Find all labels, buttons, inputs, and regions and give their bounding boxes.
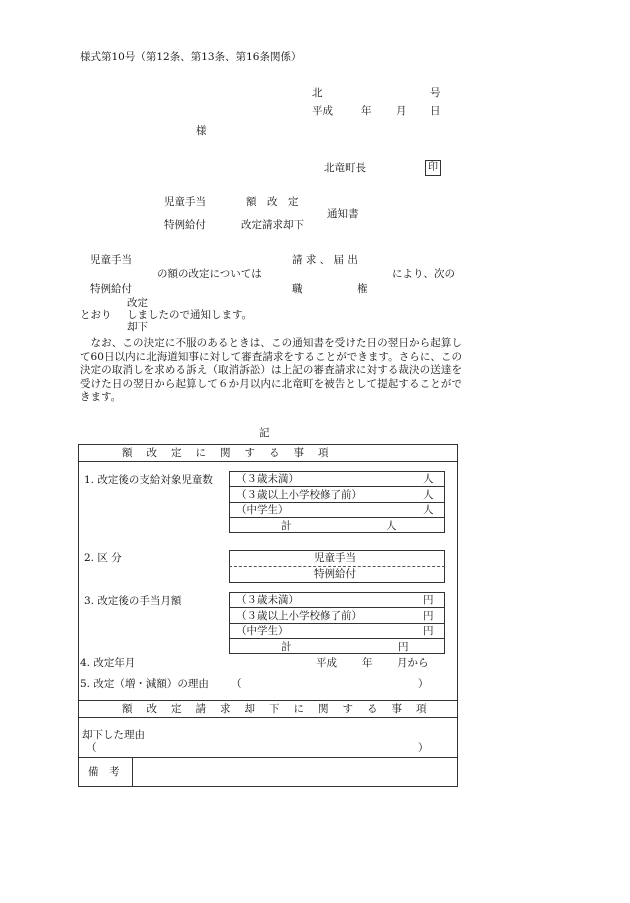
reject-reason-close: ） <box>418 742 429 754</box>
children-3-primary-unit: 人 <box>423 489 434 501</box>
title-amount-revision: 額 改 定 <box>246 196 299 208</box>
remarks-label: 備 考 <box>88 766 120 778</box>
item4-label: 4. 改定年月 <box>80 657 136 669</box>
children-total-label: 計 <box>281 520 292 532</box>
section2-heading: 額改定請求却下に関する事項 <box>122 703 441 715</box>
children-total-unit: 人 <box>386 520 397 532</box>
reject-reason-open: （ <box>86 742 97 754</box>
children-3-primary-label: （３歳以上小学校修了前） <box>236 489 362 501</box>
body-special-benefit: 特例給付 <box>90 283 132 295</box>
body-rejection: 却下 <box>127 321 148 333</box>
item5-close-paren: ） <box>418 678 429 690</box>
amount-total-unit: 円 <box>398 641 409 653</box>
title-suffix: 通知書 <box>327 208 359 220</box>
section1-divider <box>78 461 458 462</box>
item3-label: 3. 改定後の手当月額 <box>84 595 182 607</box>
children-middle-label: （中学生） <box>236 504 289 516</box>
remarks-separator <box>132 757 133 787</box>
title-revision-rejection: 改定請求却下 <box>241 219 304 231</box>
date-year-unit: 年 <box>361 105 372 117</box>
issuer: 北竜町長 <box>324 162 366 174</box>
children-under3-unit: 人 <box>423 473 434 485</box>
body-child-allowance: 児童手当 <box>90 254 132 266</box>
category-child-allowance: 児童手当 <box>314 552 356 564</box>
body-request-notification: 請 求 、 届 出 <box>292 254 358 266</box>
item2-label: 2. 区 分 <box>84 552 122 564</box>
body-following: により、次の <box>392 268 455 280</box>
appeal-notice: なお、この決定に不服のあるときは、この通知書を受けた日の翌日から起算して60日以内に北海道知事に対して審査請求をすることができます。さらに、この決定の取消しを求める訴え（取消訴訟）は上記の審査請求に対する裁決の送達を受けた日の翌日から起算して６か月以内に北竜町を被告として提起することができます。 <box>80 337 462 404</box>
item1-label: 1. 改定後の支給対象児童数 <box>84 474 213 486</box>
seal-mark: 印 <box>425 160 441 176</box>
body-ex-officio-1: 職 <box>292 283 303 295</box>
amount-under3-unit: 円 <box>423 594 434 606</box>
body-ex-officio-2: 権 <box>357 283 368 295</box>
title-child-allowance: 児童手当 <box>164 196 206 208</box>
category-special-benefit: 特例給付 <box>314 568 356 580</box>
date-era: 平成 <box>312 105 333 117</box>
section2-divider <box>78 717 458 718</box>
amount-middle-unit: 円 <box>423 625 434 637</box>
children-under3-label: （３歳未満） <box>236 473 299 485</box>
amount-3-primary-unit: 円 <box>423 610 434 622</box>
section2-top-divider <box>78 700 458 701</box>
body-revision-of-amount: の額の改定については <box>157 268 262 280</box>
item5-label: 5. 改定（増・減額）の理由 <box>80 678 209 690</box>
amount-total-label: 計 <box>281 641 292 653</box>
item5-open-paren: （ <box>231 678 242 690</box>
doc-no-prefix: 北 <box>312 87 323 99</box>
children-middle-unit: 人 <box>423 504 434 516</box>
amount-middle-label: （中学生） <box>236 625 289 637</box>
amount-under3-label: （３歳未満） <box>236 594 299 606</box>
title-special-benefit: 特例給付 <box>164 219 206 231</box>
section1-heading: 額改定に関する事項 <box>122 447 343 459</box>
item4-era: 平成 <box>316 657 337 669</box>
date-month-unit: 月 <box>396 105 407 117</box>
doc-no-suffix: 号 <box>430 87 441 99</box>
ki-heading: 記 <box>259 427 270 439</box>
reject-reason-label: 却下した理由 <box>82 729 145 741</box>
item4-month-unit: 月から <box>397 657 429 669</box>
body-revision: 改定 <box>127 297 148 309</box>
item4-year-unit: 年 <box>362 657 373 669</box>
addressee-suffix: 様 <box>196 125 207 137</box>
date-day-unit: 日 <box>430 105 441 117</box>
form-number: 様式第10号（第12条、第13条、第16条関係） <box>80 51 302 63</box>
body-notified: しましたので通知します。 <box>127 309 253 321</box>
amount-3-primary-label: （３歳以上小学校修了前） <box>236 610 362 622</box>
body-as-follows: とおり <box>80 309 112 321</box>
remarks-divider <box>78 757 458 758</box>
